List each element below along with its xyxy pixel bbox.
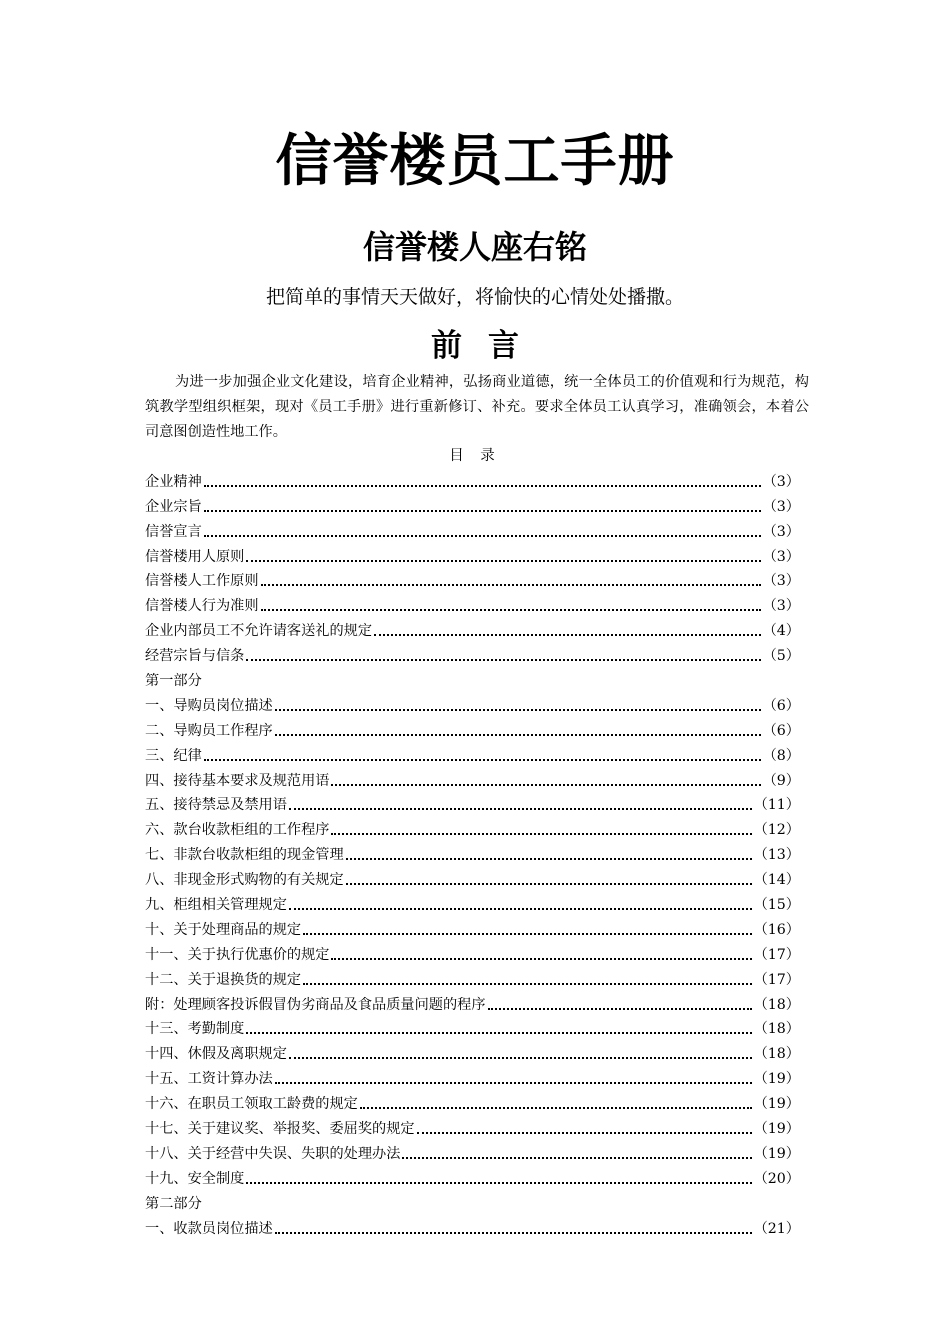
- toc-entry-label: 九、柜组相关管理规定: [145, 897, 287, 914]
- toc-entry-label: 附：处理顾客投诉假冒伪劣商品及食品质量问题的程序: [145, 996, 486, 1013]
- toc-leader-dots: [275, 1210, 752, 1234]
- toc-entry-page: （4）: [762, 623, 800, 640]
- toc-entry-page: （19）: [753, 1096, 800, 1113]
- toc-entry-page: （3）: [762, 548, 800, 565]
- toc-leader-dots: [417, 1110, 752, 1134]
- toc-leader-dots: [261, 562, 761, 586]
- toc-entry-page: （9）: [762, 772, 800, 789]
- toc-entry-label: 二、导购员工作程序: [145, 722, 273, 739]
- toc-entry-label: 一、收款员岗位描述: [145, 1220, 273, 1237]
- toc-entry-page: （16）: [753, 921, 800, 938]
- toc-entry-page: （20）: [753, 1170, 800, 1187]
- toc-leader-dots: [360, 1085, 752, 1109]
- toc-leader-dots: [275, 687, 761, 711]
- toc-entry-page: （19）: [753, 1121, 800, 1138]
- toc-entry-page: （3）: [762, 523, 800, 540]
- toc-entry[interactable]: [145, 1215, 800, 1240]
- toc-entry-page: （3）: [762, 498, 800, 515]
- toc-leader-dots: [246, 538, 760, 562]
- table-of-contents: [145, 468, 800, 1240]
- preface-heading: 前言: [431, 328, 545, 364]
- toc-entry-label: 一、导购员岗位描述: [145, 697, 273, 714]
- toc-section-heading: 第二部分: [145, 1195, 202, 1212]
- toc-entry-label: 十七、关于建议奖、举报奖、委屈奖的规定: [145, 1121, 415, 1138]
- toc-entry-label: 七、非款台收款柜组的现金管理: [145, 847, 344, 864]
- toc-entry-label: 四、接待基本要求及规范用语: [145, 772, 330, 789]
- toc-entry-label: 八、非现金形式购物的有关规定: [145, 872, 344, 889]
- toc-entry-label: 三、纪律: [145, 747, 202, 764]
- toc-section-heading: 第一部分: [145, 673, 202, 690]
- toc-entry-page: （5）: [762, 648, 800, 665]
- preface-paragraph: 为进一步加强企业文化建设，培育企业精神，弘扬商业道德，统一全体员工的价值观和行为规范，构筑教学型组织框架，现对《员工手册》进行重新修订、补充。要求全体员工认真学习，准确领会，本着公司意图创造性地工作。: [145, 374, 809, 440]
- toc-entry-label: 信誉楼人行为准则: [145, 598, 259, 615]
- toc-entry-label: 十五、工资计算办法: [145, 1071, 273, 1088]
- toc-entry-label: 十九、安全制度: [145, 1170, 245, 1187]
- toc-entry-page: （3）: [762, 473, 800, 490]
- toc-entry-page: （15）: [753, 897, 800, 914]
- toc-entry[interactable]: [145, 642, 800, 667]
- toc-leader-dots: [261, 587, 761, 611]
- toc-leader-dots: [331, 936, 751, 960]
- toc-entry[interactable]: [145, 1165, 800, 1190]
- toc-entry-page: （3）: [762, 598, 800, 615]
- toc-entry-page: （11）: [753, 797, 800, 814]
- motto-text: 把简单的事情天天做好，将愉快的心情处处播撒。: [265, 286, 684, 308]
- toc-entry-label: 十三、考勤制度: [145, 1021, 245, 1038]
- toc-entry-label: 五、接待禁忌及禁用语: [145, 797, 287, 814]
- toc-leader-dots: [289, 1035, 752, 1059]
- toc-leader-dots: [346, 836, 752, 860]
- toc-leader-dots: [374, 612, 761, 636]
- toc-entry-label: 十八、关于经营中失误、失职的处理办法: [145, 1145, 401, 1162]
- toc-leader-dots: [204, 463, 761, 487]
- toc-entry-page: （17）: [753, 971, 800, 988]
- toc-leader-dots: [402, 1135, 751, 1159]
- toc-entry-label: 十四、休假及离职规定: [145, 1046, 287, 1063]
- toc-entry-label: 六、款台收款柜组的工作程序: [145, 822, 330, 839]
- toc-entry-label: 十二、关于退换货的规定: [145, 971, 302, 988]
- toc-entry-page: （12）: [753, 822, 800, 839]
- toc-entry-page: （18）: [753, 1046, 800, 1063]
- toc-leader-dots: [331, 762, 760, 786]
- toc-leader-dots: [246, 1160, 751, 1184]
- toc-leader-dots: [289, 786, 752, 810]
- toc-leader-dots: [246, 637, 760, 661]
- toc-heading: 目 录: [449, 448, 501, 464]
- toc-entry-page: （6）: [762, 722, 800, 739]
- toc-leader-dots: [204, 488, 761, 512]
- toc-entry-label: 企业精神: [145, 473, 202, 490]
- toc-entry-label: 信誉楼用人原则: [145, 548, 245, 565]
- toc-entry-page: （17）: [753, 946, 800, 963]
- toc-entry-page: （6）: [762, 697, 800, 714]
- toc-entry-page: （19）: [753, 1071, 800, 1088]
- toc-entry-page: （19）: [753, 1145, 800, 1162]
- toc-entry-label: 信誉楼人工作原则: [145, 573, 259, 590]
- toc-entry-label: 十、关于处理商品的规定: [145, 921, 302, 938]
- toc-entry-page: （18）: [753, 1021, 800, 1038]
- motto-heading: 信誉楼人座右铭: [362, 228, 587, 266]
- toc-entry-label: 十六、在职员工领取工龄费的规定: [145, 1096, 358, 1113]
- toc-leader-dots: [289, 886, 752, 910]
- toc-entry-page: （8）: [762, 747, 800, 764]
- toc-leader-dots: [204, 737, 761, 761]
- toc-entry-page: （14）: [753, 872, 800, 889]
- toc-leader-dots: [303, 961, 751, 985]
- toc-entry-page: （13）: [753, 847, 800, 864]
- toc-leader-dots: [488, 986, 752, 1010]
- toc-entry-page: （18）: [753, 996, 800, 1013]
- toc-leader-dots: [331, 811, 751, 835]
- toc-entry-label: 企业内部员工不允许请客送礼的规定: [145, 623, 373, 640]
- toc-entry-page: （21）: [753, 1220, 800, 1237]
- toc-leader-dots: [275, 1060, 752, 1084]
- document-title: 信誉楼员工手册: [275, 129, 675, 194]
- toc-entry-page: （3）: [762, 573, 800, 590]
- toc-entry-label: 信誉宣言: [145, 523, 202, 540]
- toc-leader-dots: [275, 712, 761, 736]
- toc-entry-label: 经营宗旨与信条: [145, 648, 245, 665]
- toc-leader-dots: [303, 911, 751, 935]
- toc-leader-dots: [204, 513, 761, 537]
- toc-leader-dots: [346, 861, 752, 885]
- toc-leader-dots: [246, 1010, 751, 1034]
- toc-entry-label: 十一、关于执行优惠价的规定: [145, 946, 330, 963]
- toc-entry-label: 企业宗旨: [145, 498, 202, 515]
